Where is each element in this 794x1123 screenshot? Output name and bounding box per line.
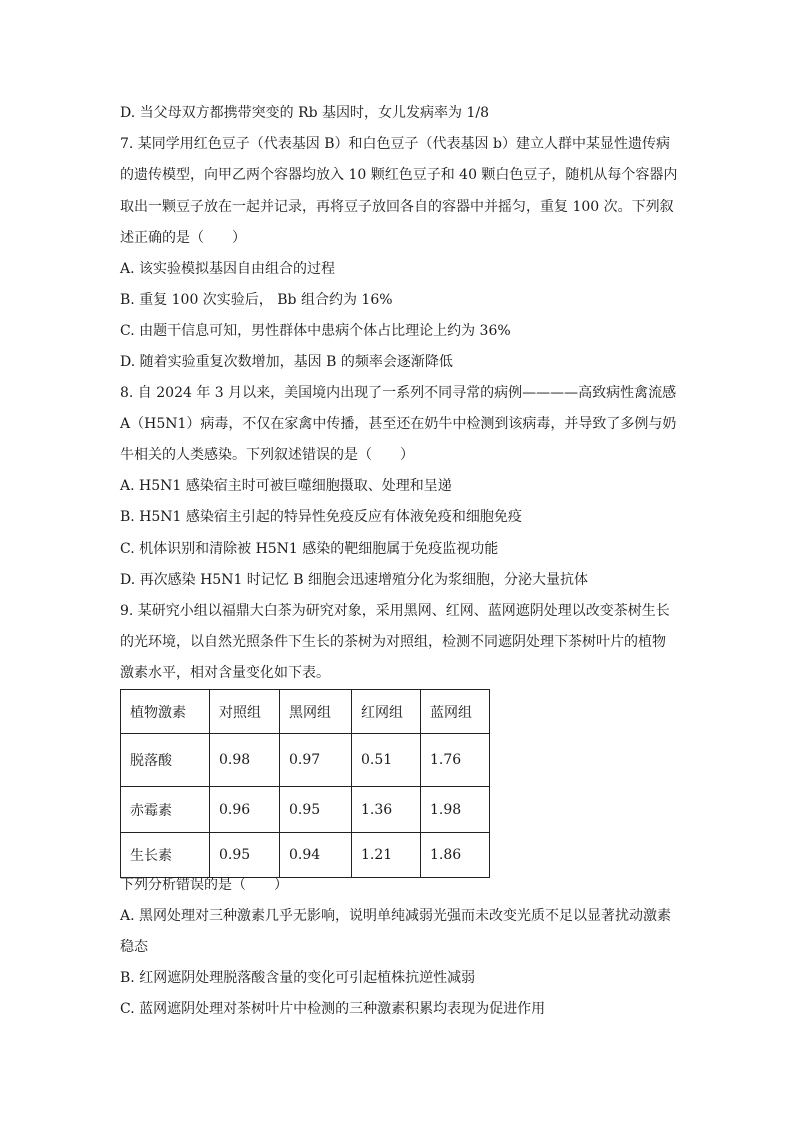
table-cell: 0.51 xyxy=(352,734,421,787)
table-row xyxy=(121,734,490,787)
table-cell: 1.86 xyxy=(421,833,490,878)
table-cell: 赤霉素 xyxy=(121,787,210,833)
option-7d: D. 随着实验重复次数增加，基因 B 的频率会逐渐降低 xyxy=(120,354,453,370)
option-8d: D. 再次感染 H5N1 时记忆 B 细胞会迅速增殖分化为浆细胞，分泌大量抗体 xyxy=(120,572,588,588)
question-7-stem-line-2: 的遗传模型，向甲乙两个容器均放入 10 颗红色豆子和 40 颗白色豆子，随机从每个容器内 xyxy=(120,167,678,183)
table-cell: 1.98 xyxy=(421,787,490,833)
table-header-cell: 对照组 xyxy=(210,690,280,734)
table-header-row xyxy=(121,690,490,734)
option-9a-line-1: A. 黑网处理对三种激素几乎无影响，说明单纯减弱光强而未改变光质不足以显著扰动激素 xyxy=(120,908,672,924)
question-8-stem-line-3: 牛相关的人类感染。下列叙述错误的是（ ） xyxy=(120,447,414,463)
table-header-cell: 红网组 xyxy=(352,690,421,734)
question-8-stem-line-1: 8. 自 2024 年 3 月以来，美国境内出现了一系列不同寻常的病例————高致病性禽流感 xyxy=(120,385,677,401)
table-cell: 脱落酸 xyxy=(121,734,210,787)
table-cell: 0.95 xyxy=(280,787,352,833)
question-9-stem-line-3: 激素水平，相对含量变化如下表。 xyxy=(120,665,330,681)
option-9a-line-2: 稳态 xyxy=(120,939,148,955)
hormone-table xyxy=(120,689,490,878)
option-8a: A. H5N1 感染宿主时可被巨噬细胞摄取、处理和呈递 xyxy=(120,478,452,494)
question-7-stem-line-4: 述正确的是（ ） xyxy=(120,230,246,246)
question-8-stem-line-2: A（H5N1）病毒，不仅在家禽中传播，甚至还在奶牛中检测到该病毒，并导致了多例与奶 xyxy=(120,416,677,432)
table-cell: 生长素 xyxy=(121,833,210,878)
question-9-stem-line-1: 9. 某研究小组以福鼎大白茶为研究对象，采用黑网、红网、蓝网遮阴处理以改变茶树生长 xyxy=(120,603,670,619)
table-header-cell: 蓝网组 xyxy=(421,690,490,734)
option-8c: C. 机体识别和清除被 H5N1 感染的靶细胞属于免疫监视功能 xyxy=(120,541,499,557)
question-9-prompt: 下列分析错误的是（ ） xyxy=(120,877,288,893)
question-7-stem-line-3: 取出一颗豆子放在一起并记录，再将豆子放回各自的容器中并摇匀，重复 100 次。下列叙 xyxy=(120,199,674,215)
option-6d: D. 当父母双方都携带突变的 Rb 基因时，女儿发病率为 1/8 xyxy=(120,105,490,121)
option-9c: C. 蓝网遮阴处理对茶树叶片中检测的三种激素积累均表现为促进作用 xyxy=(120,1001,546,1017)
option-7b: B. 重复 100 次实验后， Bb 组合约为 16% xyxy=(120,292,393,308)
option-9b: B. 红网遮阴处理脱落酸含量的变化可引起植株抗逆性减弱 xyxy=(120,970,476,986)
table-cell: 1.76 xyxy=(421,734,490,787)
table-row xyxy=(121,787,490,833)
question-7-stem-line-1: 7. 某同学用红色豆子（代表基因 B）和白色豆子（代表基因 b）建立人群中某显性遗传病 xyxy=(120,136,670,152)
table-cell: 0.96 xyxy=(210,787,280,833)
table-cell: 0.94 xyxy=(280,833,352,878)
table-header-cell: 黑网组 xyxy=(280,690,352,734)
option-7a: A. 该实验模拟基因自由组合的过程 xyxy=(120,261,336,277)
table-cell: 0.97 xyxy=(280,734,352,787)
table-header-cell: 植物激素 xyxy=(121,690,210,734)
option-8b: B. H5N1 感染宿主引起的特异性免疫反应有体液免疫和细胞免疫 xyxy=(120,509,522,525)
table-cell: 0.98 xyxy=(210,734,280,787)
question-9-stem-line-2: 的光环境，以自然光照条件下生长的茶树为对照组，检测不同遮阴处理下茶树叶片的植物 xyxy=(120,634,666,650)
table-cell: 1.21 xyxy=(352,833,421,878)
table-cell: 1.36 xyxy=(352,787,421,833)
table-row xyxy=(121,833,490,878)
option-7c: C. 由题干信息可知，男性群体中患病个体占比理论上约为 36% xyxy=(120,323,511,339)
table-cell: 0.95 xyxy=(210,833,280,878)
